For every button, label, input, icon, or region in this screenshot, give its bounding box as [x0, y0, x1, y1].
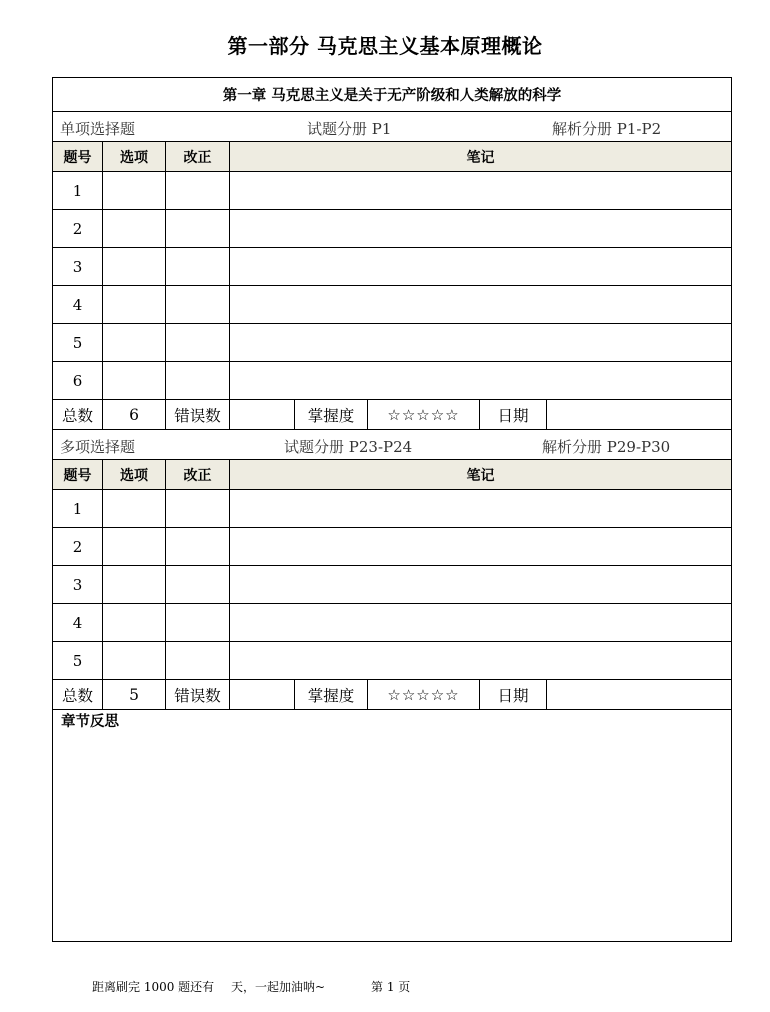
total-label: 总数 [53, 400, 103, 429]
footer-countdown-text: 距离刷完 1000 题还有 [92, 980, 215, 994]
correction-cell[interactable] [166, 362, 230, 399]
option-cell[interactable] [103, 490, 166, 527]
date-label: 日期 [480, 400, 547, 429]
option-cell[interactable] [103, 362, 166, 399]
notes-cell[interactable] [230, 210, 731, 247]
page-number: 第 1 页 [371, 980, 411, 994]
option-cell[interactable] [103, 248, 166, 285]
question-number: 2 [53, 210, 103, 247]
option-cell[interactable] [103, 642, 166, 679]
errors-value[interactable] [230, 400, 295, 429]
question-number: 2 [53, 528, 103, 565]
correction-cell[interactable] [166, 286, 230, 323]
column-header-option: 选项 [103, 142, 166, 171]
option-cell[interactable] [103, 172, 166, 209]
question-number: 4 [53, 286, 103, 323]
question-number: 3 [53, 566, 103, 603]
table-row [53, 604, 731, 642]
notes-cell[interactable] [230, 490, 731, 527]
correction-cell[interactable] [166, 210, 230, 247]
column-header-number: 题号 [53, 460, 103, 489]
correction-cell[interactable] [166, 490, 230, 527]
correction-cell[interactable] [166, 248, 230, 285]
single-choice-section-header [53, 112, 731, 142]
question-number: 5 [53, 324, 103, 361]
multi-column-header-row [53, 460, 731, 490]
footer-encouragement: 天，一起加油呐~ [231, 980, 326, 994]
question-number: 1 [53, 490, 103, 527]
single-column-header-row [53, 142, 731, 172]
option-cell[interactable] [103, 528, 166, 565]
mastery-stars[interactable]: ☆☆☆☆☆ [368, 680, 480, 709]
correction-cell[interactable] [166, 324, 230, 361]
table-row [53, 248, 731, 286]
column-header-correction: 改正 [166, 460, 230, 489]
questions-reference: 试题分册 P23-P24 [284, 438, 413, 456]
single-summary-row [53, 400, 731, 430]
column-header-notes: 笔记 [466, 467, 495, 484]
total-label: 总数 [53, 680, 103, 709]
correction-cell[interactable] [166, 604, 230, 641]
column-header-notes: 笔记 [466, 149, 495, 166]
notes-cell[interactable] [230, 604, 731, 641]
analysis-reference: 解析分册 P1-P2 [552, 120, 662, 138]
table-row [53, 172, 731, 210]
correction-cell[interactable] [166, 528, 230, 565]
table-row [53, 490, 731, 528]
question-number: 4 [53, 604, 103, 641]
notes-cell[interactable] [230, 286, 731, 323]
question-number: 3 [53, 248, 103, 285]
column-header-correction: 改正 [166, 142, 230, 171]
errors-label: 错误数 [166, 400, 230, 429]
mastery-stars[interactable]: ☆☆☆☆☆ [368, 400, 480, 429]
total-value: 6 [103, 400, 166, 429]
page-title: 第一部分 马克思主义基本原理概论 [227, 34, 543, 58]
section-name: 多项选择题 [60, 438, 136, 456]
mastery-label: 掌握度 [295, 680, 368, 709]
table-row [53, 642, 731, 680]
multi-summary-row [53, 680, 731, 710]
worksheet-table [52, 77, 732, 942]
notes-cell[interactable] [230, 566, 731, 603]
notes-cell[interactable] [230, 248, 731, 285]
notes-cell[interactable] [230, 172, 731, 209]
correction-cell[interactable] [166, 172, 230, 209]
table-row [53, 528, 731, 566]
correction-cell[interactable] [166, 642, 230, 679]
notes-cell[interactable] [230, 642, 731, 679]
notes-cell[interactable] [230, 362, 731, 399]
question-number: 5 [53, 642, 103, 679]
table-row [53, 362, 731, 400]
option-cell[interactable] [103, 566, 166, 603]
mastery-label: 掌握度 [295, 400, 368, 429]
notes-cell[interactable] [230, 324, 731, 361]
table-row [53, 324, 731, 362]
multi-choice-section-header [53, 430, 731, 460]
option-cell[interactable] [103, 604, 166, 641]
total-value: 5 [103, 680, 166, 709]
section-name: 单项选择题 [60, 120, 136, 138]
errors-value[interactable] [230, 680, 295, 709]
date-value[interactable] [547, 680, 731, 709]
questions-reference: 试题分册 P1 [307, 120, 392, 138]
correction-cell[interactable] [166, 566, 230, 603]
column-header-number: 题号 [53, 142, 103, 171]
table-row [53, 286, 731, 324]
table-row [53, 566, 731, 604]
chapter-reflection-label: 章节反思 [61, 714, 119, 730]
analysis-reference: 解析分册 P29-P30 [542, 438, 671, 456]
column-header-option: 选项 [103, 460, 166, 489]
option-cell[interactable] [103, 324, 166, 361]
chapter-title: 第一章 马克思主义是关于无产阶级和人类解放的科学 [53, 78, 731, 112]
table-row [53, 210, 731, 248]
option-cell[interactable] [103, 286, 166, 323]
notes-cell[interactable] [230, 528, 731, 565]
date-value[interactable] [547, 400, 731, 429]
option-cell[interactable] [103, 210, 166, 247]
question-number: 6 [53, 362, 103, 399]
errors-label: 错误数 [166, 680, 230, 709]
question-number: 1 [53, 172, 103, 209]
date-label: 日期 [480, 680, 547, 709]
